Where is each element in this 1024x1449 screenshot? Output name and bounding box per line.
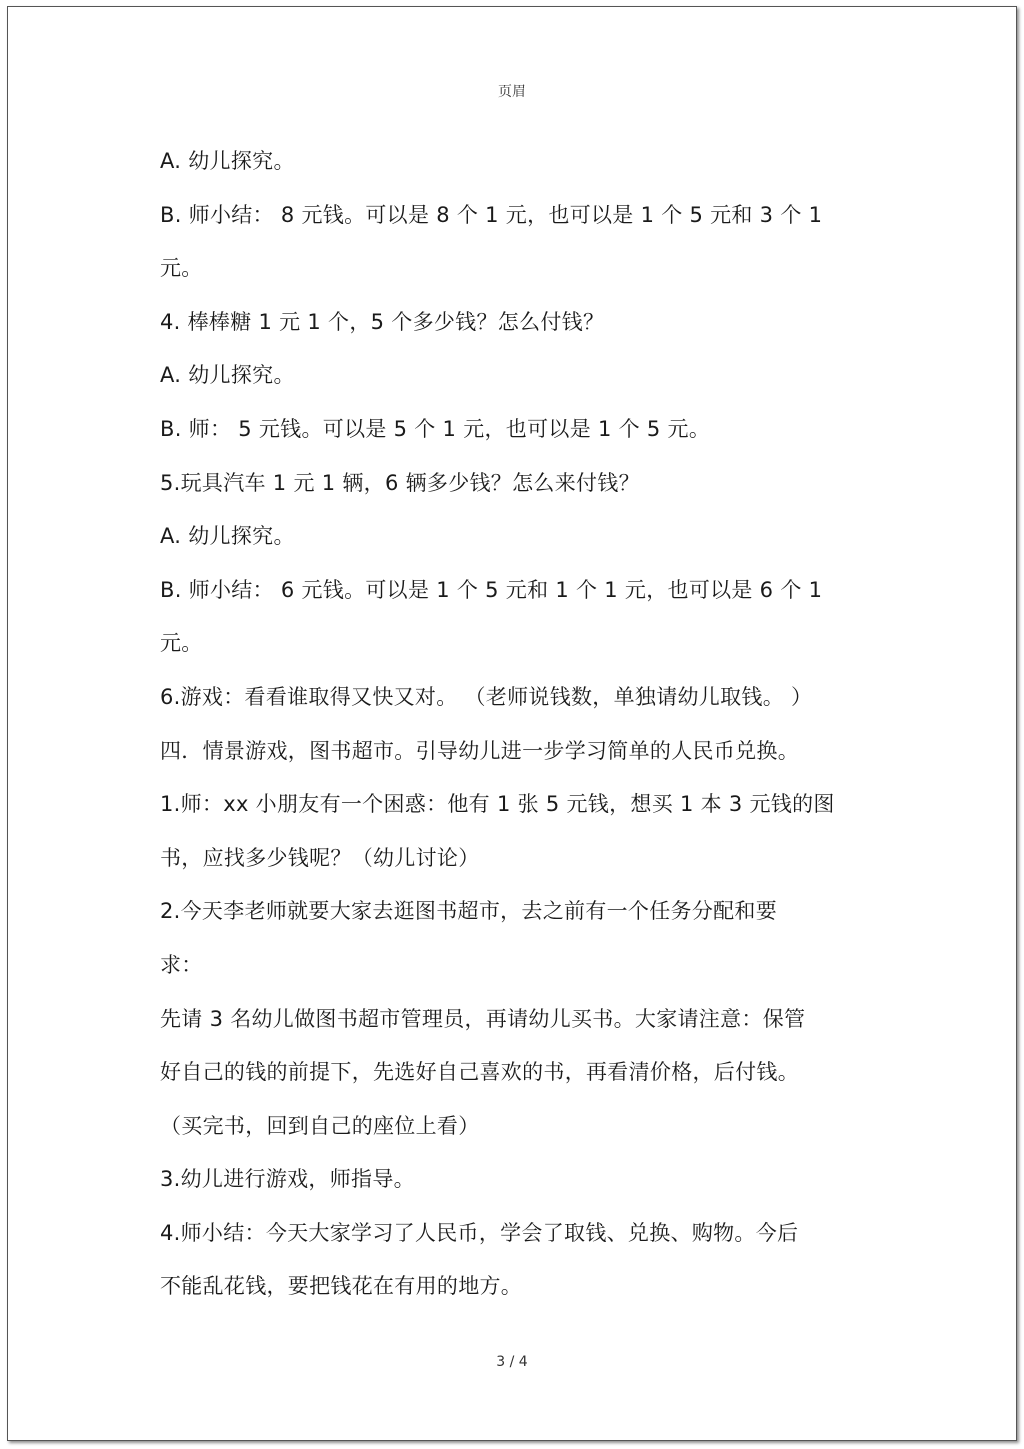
document-page bbox=[7, 6, 1017, 1441]
text-line: 先请 3 名幼儿做图书超市管理员，再请幼儿买书。大家请注意：保管 bbox=[160, 1006, 806, 1031]
text-line: 1.师：xx 小朋友有一个困惑：他有 1 张 5 元钱，想买 1 本 3 元钱的图 bbox=[160, 792, 835, 817]
text-line: 4. 棒棒糖 1 元 1 个，5 个多少钱？怎么付钱？ bbox=[160, 309, 605, 334]
text-line: （买完书，回到自己的座位上看） bbox=[160, 1113, 480, 1138]
text-line: 5.玩具汽车 1 元 1 辆，6 辆多少钱？怎么来付钱？ bbox=[160, 470, 640, 495]
text-line: A. 幼儿探究。 bbox=[160, 524, 295, 549]
text-line: 元。 bbox=[160, 256, 203, 281]
text-line: B. 师小结： 6 元钱。可以是 1 个 5 元和 1 个 1 元，也可以是 6 个 1 bbox=[160, 577, 823, 602]
text-line: B. 师： 5 元钱。可以是 5 个 1 元，也可以是 1 个 5 元。 bbox=[160, 416, 711, 441]
text-line: A. 幼儿探究。 bbox=[160, 149, 295, 173]
text-line: 元。 bbox=[160, 631, 203, 656]
text-line: 不能乱花钱，要把钱花在有用的地方。 bbox=[160, 1274, 523, 1299]
text-line: 3.幼儿进行游戏，师指导。 bbox=[160, 1167, 415, 1192]
text-line: 6.游戏：看看谁取得又快又对。 （老师说钱数，单独请幼儿取钱。 ） bbox=[160, 684, 813, 709]
text-line: B. 师小结： 8 元钱。可以是 8 个 1 元，也可以是 1 个 5 元和 3 个 1 bbox=[160, 202, 823, 227]
text-line: A. 幼儿探究。 bbox=[160, 363, 295, 388]
text-line: 书，应找多少钱呢？（幼儿讨论） bbox=[160, 845, 480, 870]
text-line: 好自己的钱的前提下，先选好自己喜欢的书，再看清价格，后付钱。 bbox=[160, 1060, 799, 1085]
document-body bbox=[160, 135, 880, 1314]
page-header: 页眉 bbox=[498, 84, 526, 100]
text-line: 求： bbox=[160, 952, 203, 977]
page-number: 3 / 4 bbox=[496, 1354, 528, 1370]
text-line: 四．情景游戏，图书超市。引导幼儿进一步学习简单的人民币兑换。 bbox=[160, 738, 799, 763]
text-line: 4.师小结：今天大家学习了人民币，学会了取钱、兑换、购物。今后 bbox=[160, 1220, 799, 1245]
text-line: 2.今天李老师就要大家去逛图书超市，去之前有一个任务分配和要 bbox=[160, 899, 778, 924]
